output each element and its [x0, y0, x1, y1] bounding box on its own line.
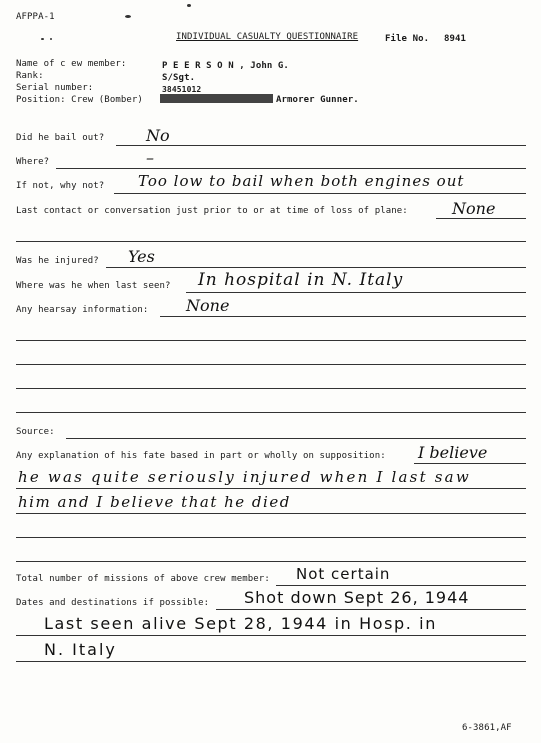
document-number: 6-3861,AF — [462, 723, 512, 733]
missions-label: Total number of missions of above crew member: — [16, 574, 270, 584]
missions-line — [276, 585, 526, 586]
last-seen-line — [186, 292, 526, 293]
why-not-label: If not, why not? — [16, 181, 105, 191]
fate-label: Any explanation of his fate based in part or wholly on supposition: — [16, 451, 386, 461]
fate-answer-2: he was quite seriously injured when I last saw — [18, 468, 471, 486]
file-number: 8941 — [444, 34, 467, 44]
where-answer: – — [146, 148, 154, 167]
ink-speck — [187, 4, 191, 7]
form-code: AFPPA-1 — [16, 12, 55, 22]
dates-line-1 — [216, 609, 526, 610]
dates-answer-3: N. Italy — [44, 640, 117, 659]
last-contact-answer: None — [452, 199, 496, 218]
hearsay-line — [160, 316, 526, 317]
hearsay-label: Any hearsay information: — [16, 305, 149, 315]
hearsay-answer: None — [186, 296, 230, 315]
blank-line — [16, 388, 526, 389]
source-line — [66, 438, 526, 439]
last-contact-label: Last contact or conversation just prior to or at time of loss of plane: — [16, 206, 408, 216]
dates-answer-2: Last seen alive Sept 28, 1944 in Hosp. in — [44, 614, 437, 633]
redaction-strikeout — [160, 94, 273, 103]
ink-speck — [50, 38, 52, 40]
ink-speck — [125, 15, 131, 18]
dates-line-3 — [16, 661, 526, 662]
crew-name-value: P E E R S O N , John G. — [162, 61, 289, 71]
blank-line — [16, 340, 526, 341]
injured-line — [106, 267, 526, 268]
file-number-label: File No. — [385, 34, 430, 44]
blank-line — [16, 364, 526, 365]
why-not-line — [114, 193, 526, 194]
last-contact-line — [436, 218, 526, 219]
dates-line-2 — [16, 635, 526, 636]
blank-line — [16, 412, 526, 413]
blank-line — [16, 561, 526, 562]
position-label: Position: Crew (Bomber) — [16, 95, 143, 105]
missions-answer: Not certain — [296, 565, 391, 583]
dates-label: Dates and destinations if possible: — [16, 598, 210, 608]
blank-line — [16, 537, 526, 538]
form-title: INDIVIDUAL CASUALTY QUESTIONNAIRE — [176, 32, 359, 42]
blank-line — [16, 241, 526, 242]
last-seen-answer: In hospital in N. Italy — [198, 270, 404, 290]
position-value: Armorer Gunner. — [276, 95, 359, 105]
why-not-answer: Too low to bail when both engines out — [138, 172, 465, 190]
rank-value: S/Sgt. — [162, 73, 196, 83]
fate-line-3 — [16, 513, 526, 514]
fate-answer-1: I believe — [418, 443, 488, 462]
dates-answer-1: Shot down Sept 26, 1944 — [244, 588, 470, 607]
source-label: Source: — [16, 427, 55, 437]
fate-line-2 — [16, 488, 526, 489]
serial-value: 38451012 — [162, 85, 202, 94]
rank-label: Rank: — [16, 71, 44, 81]
injured-answer: Yes — [128, 247, 155, 266]
crew-name-label: Name of c ew member: — [16, 59, 127, 69]
last-seen-label: Where was he when last seen? — [16, 281, 171, 291]
fate-line-1 — [414, 463, 526, 464]
bail-out-answer: No — [146, 126, 170, 145]
serial-label: Serial number: — [16, 83, 94, 93]
bail-out-line — [116, 145, 526, 146]
fate-answer-3: him and I believe that he died — [18, 493, 291, 511]
where-line — [56, 168, 526, 169]
ink-speck — [41, 38, 44, 40]
injured-label: Was he injured? — [16, 256, 99, 266]
bail-out-label: Did he bail out? — [16, 133, 105, 143]
where-label: Where? — [16, 157, 50, 167]
